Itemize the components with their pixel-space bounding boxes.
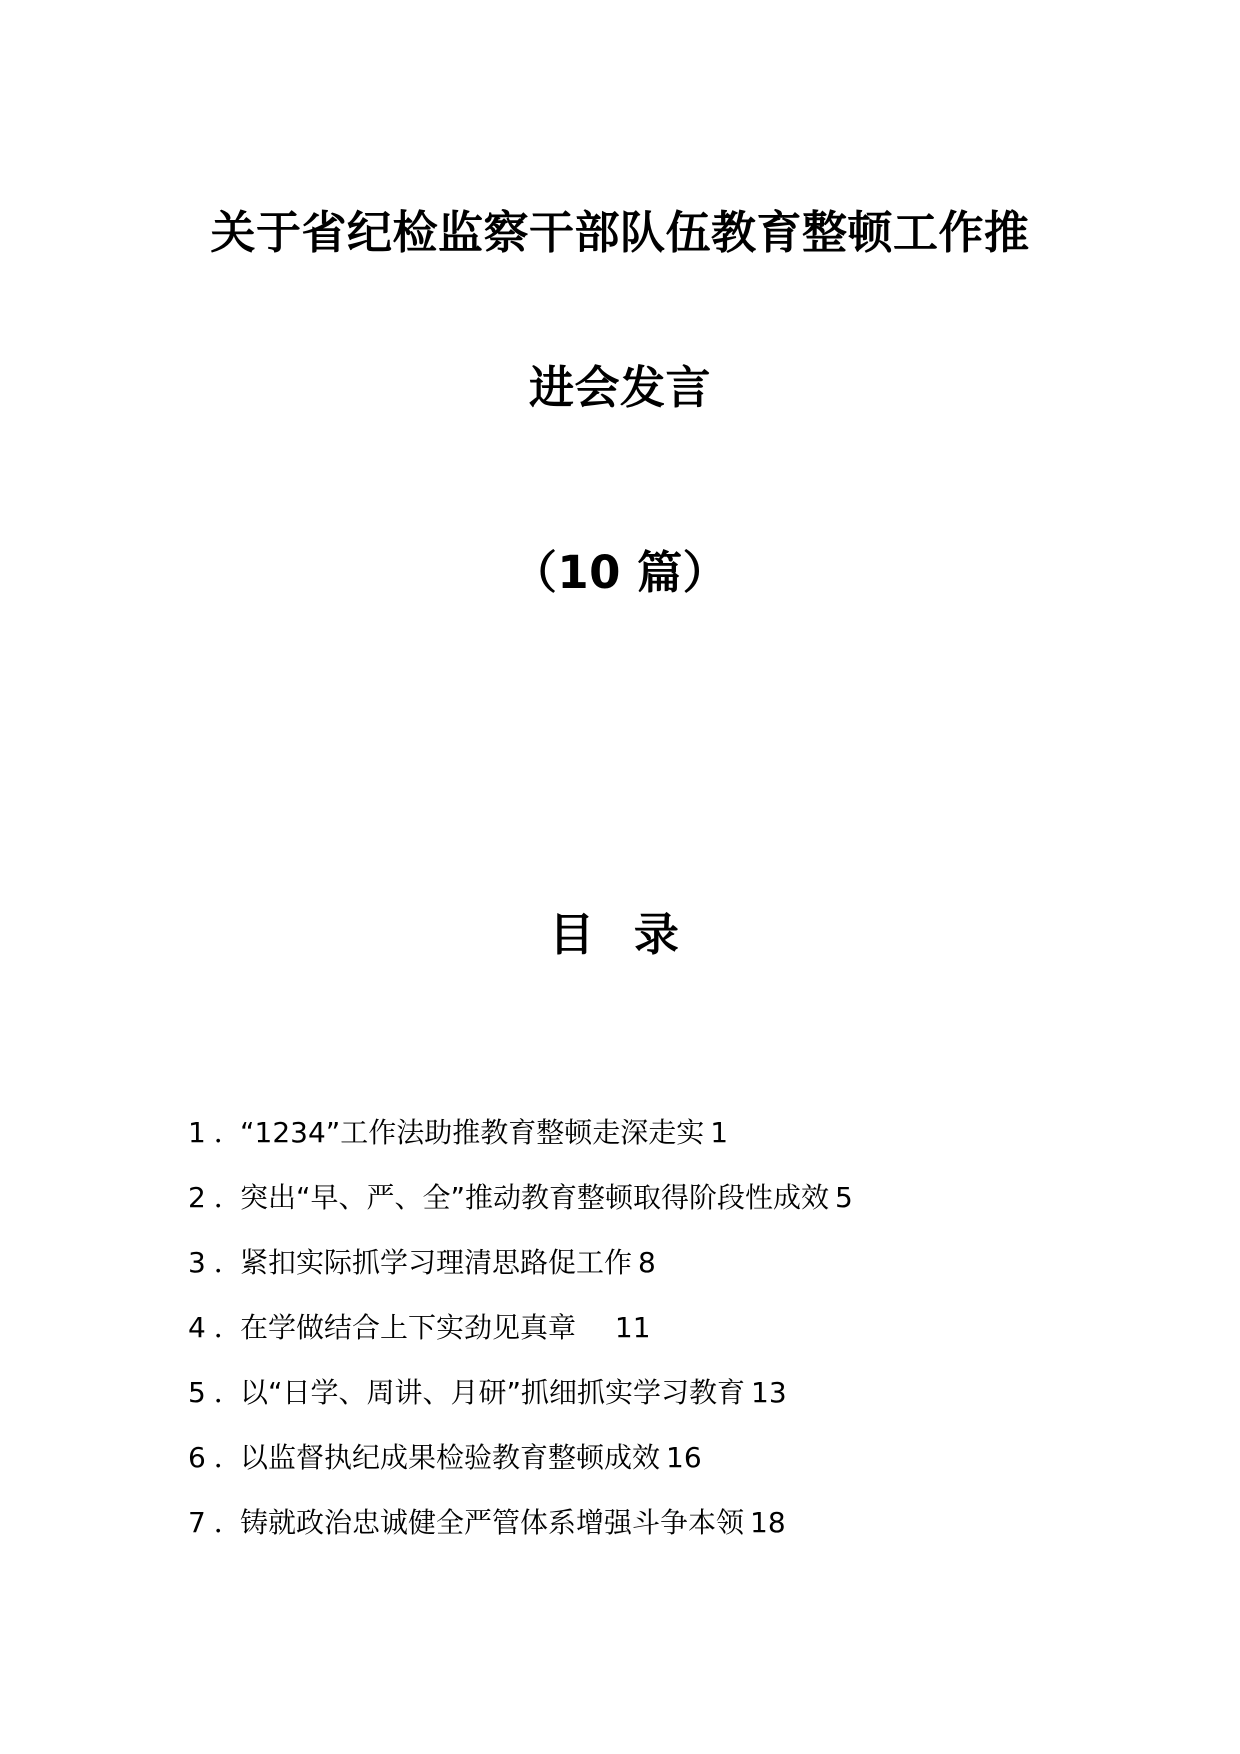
document-title-line-1: 关于省纪检监察干部队伍教育整顿工作推 [210, 206, 1030, 259]
toc-item-title: 铸就政治忠诚健全严管体系增强斗争本领 [240, 1506, 745, 1539]
toc-item[interactable] [188, 1100, 1088, 1165]
toc-item-number: 3． [188, 1246, 250, 1279]
toc-item-title: 以监督执纪成果检验教育整顿成效 [240, 1441, 661, 1474]
toc-item[interactable] [188, 1490, 1088, 1555]
toc-item-number: 7． [188, 1506, 250, 1539]
toc-item-title: 在学做结合上下实劲见真章 [240, 1311, 577, 1344]
toc-item-title: 紧扣实际抓学习理清思路促工作 [240, 1246, 633, 1279]
toc-item-page: 18 [750, 1506, 786, 1539]
toc-item-number: 2． [188, 1181, 250, 1214]
table-of-contents [188, 1100, 1088, 1555]
toc-item[interactable] [188, 1165, 1088, 1230]
toc-item[interactable] [188, 1295, 1088, 1360]
toc-item-page: 5 [835, 1181, 853, 1214]
toc-item-number: 5． [188, 1376, 250, 1409]
article-count-label: （10 篇） [511, 546, 729, 599]
toc-item-title: 以“日学、周讲、月研”抓细抓实学习教育 [240, 1376, 746, 1409]
toc-item-title: 突出“早、严、全”推动教育整顿取得阶段性成效 [240, 1181, 830, 1214]
toc-item-page: 8 [638, 1246, 656, 1279]
toc-item-title: “1234”工作法助推教育整顿走深走实 [240, 1116, 705, 1149]
toc-item[interactable] [188, 1425, 1088, 1490]
document-title-line-2: 进会发言 [528, 361, 711, 414]
toc-item-page: 16 [666, 1441, 702, 1474]
toc-heading: 目 录 [549, 908, 691, 961]
toc-item-number: 4． [188, 1311, 250, 1344]
toc-item-number: 1． [188, 1116, 250, 1149]
toc-item-number: 6． [188, 1441, 250, 1474]
toc-item[interactable] [188, 1230, 1088, 1295]
toc-item[interactable] [188, 1360, 1088, 1425]
toc-item-page: 13 [751, 1376, 787, 1409]
toc-item-page: 11 [606, 1311, 651, 1344]
toc-item-page: 1 [710, 1116, 729, 1149]
